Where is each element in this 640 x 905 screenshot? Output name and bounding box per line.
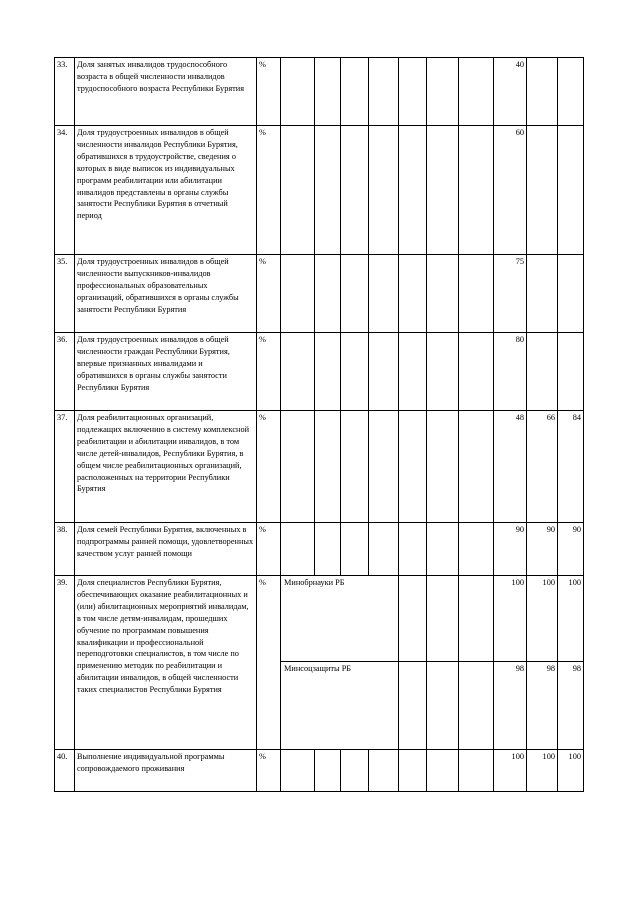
value-cell: [558, 255, 584, 333]
value-cell: [558, 126, 584, 255]
indicator-name: Доля специалистов Республики Бурятия, обеспечивающих оказание реабилитационных и (или) абилитационных мероприятий инвалидам, в том числе детям-инвалидам, прошедших обучение по программам повышения квалификации и профессиональной переподготовки специалистов, в том числе по применению методик по реабилитации и абилитации инвалидов, в общей численности таких специалистов Республики Бурятия: [75, 576, 257, 750]
table-row: [55, 750, 584, 792]
value-cell: 98: [558, 662, 584, 750]
value-cell: 100: [494, 576, 527, 662]
value-cell: 66: [527, 411, 558, 523]
unit: %: [257, 411, 281, 523]
value-cell: 60: [494, 126, 527, 255]
department-label: Минобрнауки РБ: [281, 576, 399, 662]
value-cell: 98: [494, 662, 527, 750]
indicator-name: Доля занятых инвалидов трудоспособного возраста в общей численности инвалидов трудоспособного возраста Республики Бурятия: [75, 58, 257, 126]
value-cell: 100: [527, 750, 558, 792]
value-cell: 84: [558, 411, 584, 523]
value-cell: [527, 255, 558, 333]
row-number: 35.: [55, 255, 75, 333]
table-row: [55, 576, 584, 662]
indicator-name: Доля трудоустроенных инвалидов в общей численности выпускников-инвалидов профессиональных образовательных организаций, обратившихся в органы службы занятости Республики Бурятия: [75, 255, 257, 333]
value-cell: [527, 58, 558, 126]
value-cell: 100: [494, 750, 527, 792]
value-cell: 48: [494, 411, 527, 523]
table-row: [55, 333, 584, 411]
department-label: Минсоцзащиты РБ: [281, 662, 399, 750]
value-cell: 75: [494, 255, 527, 333]
value-cell: 98: [527, 662, 558, 750]
row-number: 39.: [55, 576, 75, 750]
row-number: 33.: [55, 58, 75, 126]
row-number: 34.: [55, 126, 75, 255]
indicator-name: Доля трудоустроенных инвалидов в общей численности граждан Республики Бурятия, впервые признанных инвалидами и обратившихся в органы службы занятости Республики Бурятия: [75, 333, 257, 411]
table-row: [55, 58, 584, 126]
value-cell: 90: [494, 523, 527, 576]
unit: %: [257, 523, 281, 576]
value-cell: [558, 58, 584, 126]
unit: %: [257, 255, 281, 333]
row-number: 38.: [55, 523, 75, 576]
indicator-name: Выполнение индивидуальной программы сопровождаемого проживания: [75, 750, 257, 792]
value-cell: [527, 333, 558, 411]
value-cell: [527, 126, 558, 255]
table-row: [55, 523, 584, 576]
unit: %: [257, 576, 281, 750]
indicators-table: [54, 57, 584, 792]
indicator-name: Доля реабилитационных организаций, подлежащих включению в систему комплексной реабилитации и абилитации инвалидов, в том числе детей-инвалидов, Республики Бурятия, в общем числе реабилитационных организаций, расположенных на территории Республики Бурятия: [75, 411, 257, 523]
unit: %: [257, 750, 281, 792]
row-number: 40.: [55, 750, 75, 792]
unit: %: [257, 333, 281, 411]
value-cell: 80: [494, 333, 527, 411]
value-cell: 40: [494, 58, 527, 126]
row-number: 37.: [55, 411, 75, 523]
indicator-name: Доля семей Республики Бурятия, включенных в подпрограммы ранней помощи, удовлетворенных качеством услуг ранней помощи: [75, 523, 257, 576]
table-row: [55, 411, 584, 523]
value-cell: 100: [558, 576, 584, 662]
unit: %: [257, 126, 281, 255]
table-row: [55, 126, 584, 255]
value-cell: [558, 333, 584, 411]
row-number: 36.: [55, 333, 75, 411]
value-cell: 90: [558, 523, 584, 576]
value-cell: 100: [527, 576, 558, 662]
table-row: [55, 255, 584, 333]
value-cell: 90: [527, 523, 558, 576]
unit: %: [257, 58, 281, 126]
value-cell: 100: [558, 750, 584, 792]
indicator-name: Доля трудоустроенных инвалидов в общей численности инвалидов Республики Бурятия, обратившихся в трудоустройстве, сведения о которых в виде выписок из индивидуальных программ реабилитации или абилитации инвалидов представлены в органы службы занятости Республики Бурятия в отчетный период: [75, 126, 257, 255]
